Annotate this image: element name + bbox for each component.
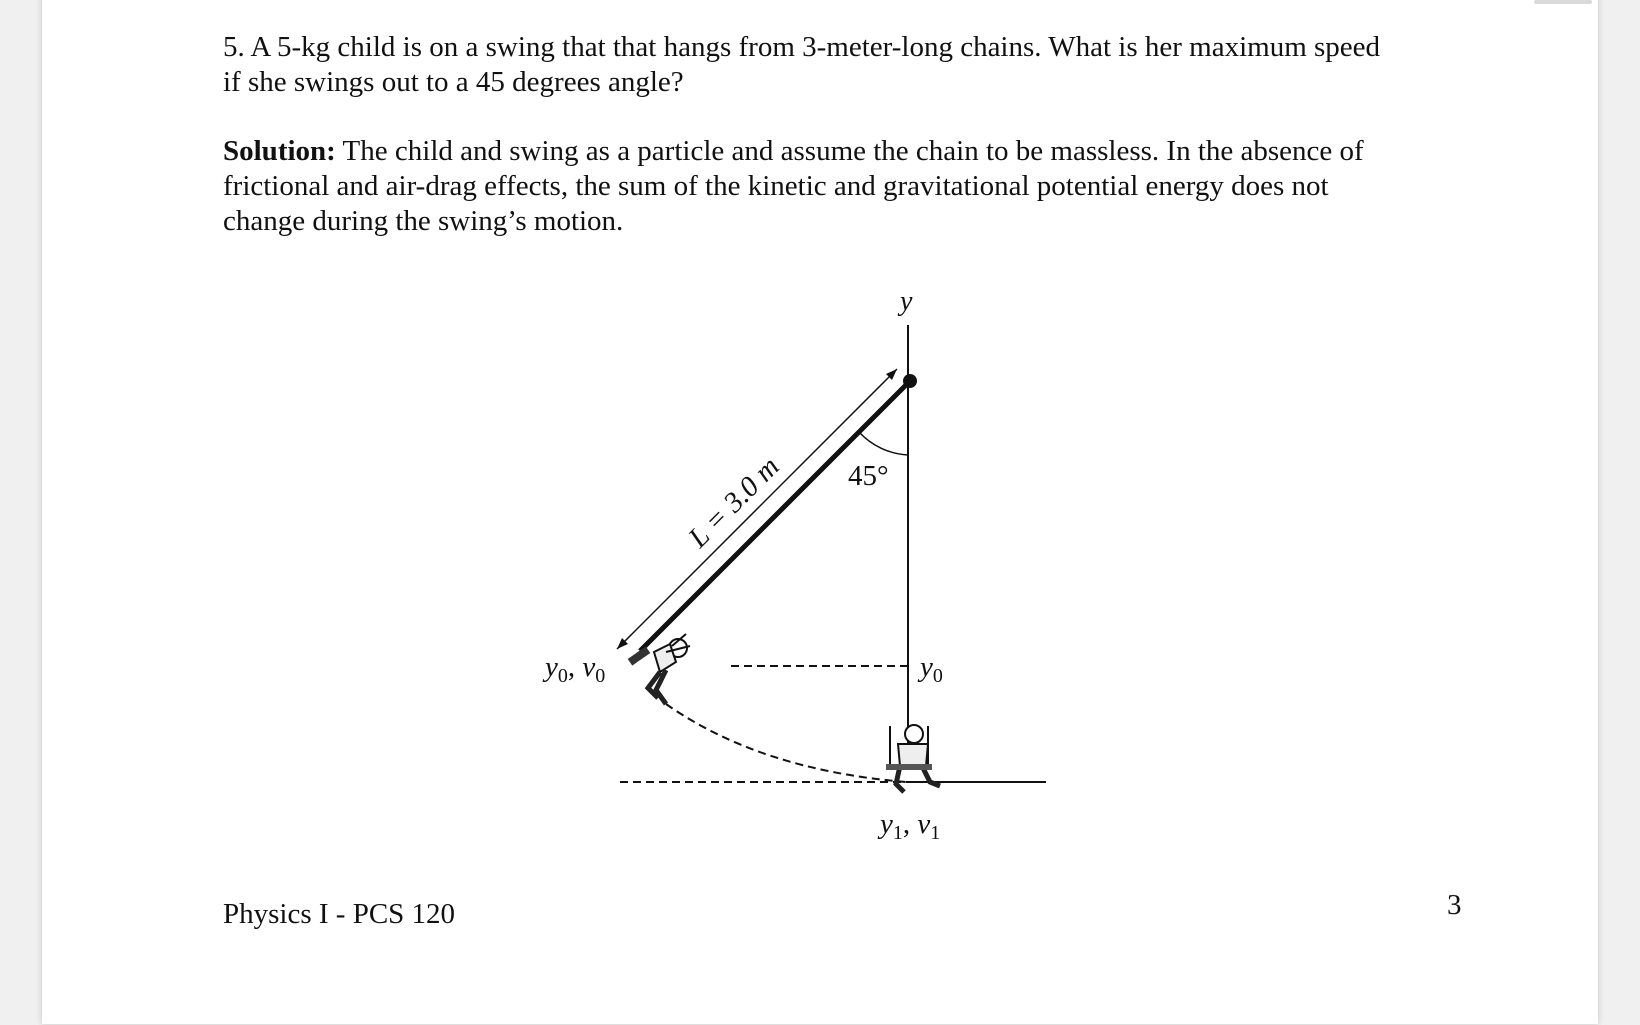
swing-path-arc [666,704,906,782]
page-number: 3 [1447,889,1462,921]
bottom-y-subscript: 1 [892,822,903,844]
right-y-subscript: 0 [932,665,943,687]
length-dimension-line [617,369,897,649]
start-position-label [542,651,605,687]
start-separator: , [567,651,583,683]
solution-text: The child and swing as a particle and assume the chain to be massless. In the absence of frictional and air-drag effects, the sum of the kinetic and gravitational potential energy does not change during the swing’s motion. [223,135,1364,237]
bottom-v-symbol: v [917,808,931,840]
y-axis-label: y [900,286,913,317]
angle-arc [859,432,908,455]
start-v-symbol: v [582,651,596,683]
problem-statement: 5. A 5-kg child is on a swing that that hangs from 3-meter-long chains. What is her maximum speed if she swings out to a 45 degrees angle? [223,31,1381,98]
start-y-symbol: y [545,651,558,683]
bottom-v-subscript: 1 [930,822,941,844]
length-label-text: L = 3.0 m [682,450,786,554]
bottom-y-symbol: y [880,808,893,840]
bottom-separator: , [902,808,918,840]
right-y-symbol: y [920,651,933,683]
right-level-label [917,651,943,687]
solution-label: Solution: [223,135,336,167]
course-footer: Physics I - PCS 120 [223,898,456,930]
length-label [682,451,786,555]
start-v-subscript: 0 [595,665,606,687]
pivot-point [903,374,917,388]
start-y-subscript: 0 [557,665,568,687]
swing-chain [640,381,910,651]
bottom-position-label [877,808,940,844]
child-start-figure [628,634,690,704]
angle-label: 45° [848,460,889,492]
